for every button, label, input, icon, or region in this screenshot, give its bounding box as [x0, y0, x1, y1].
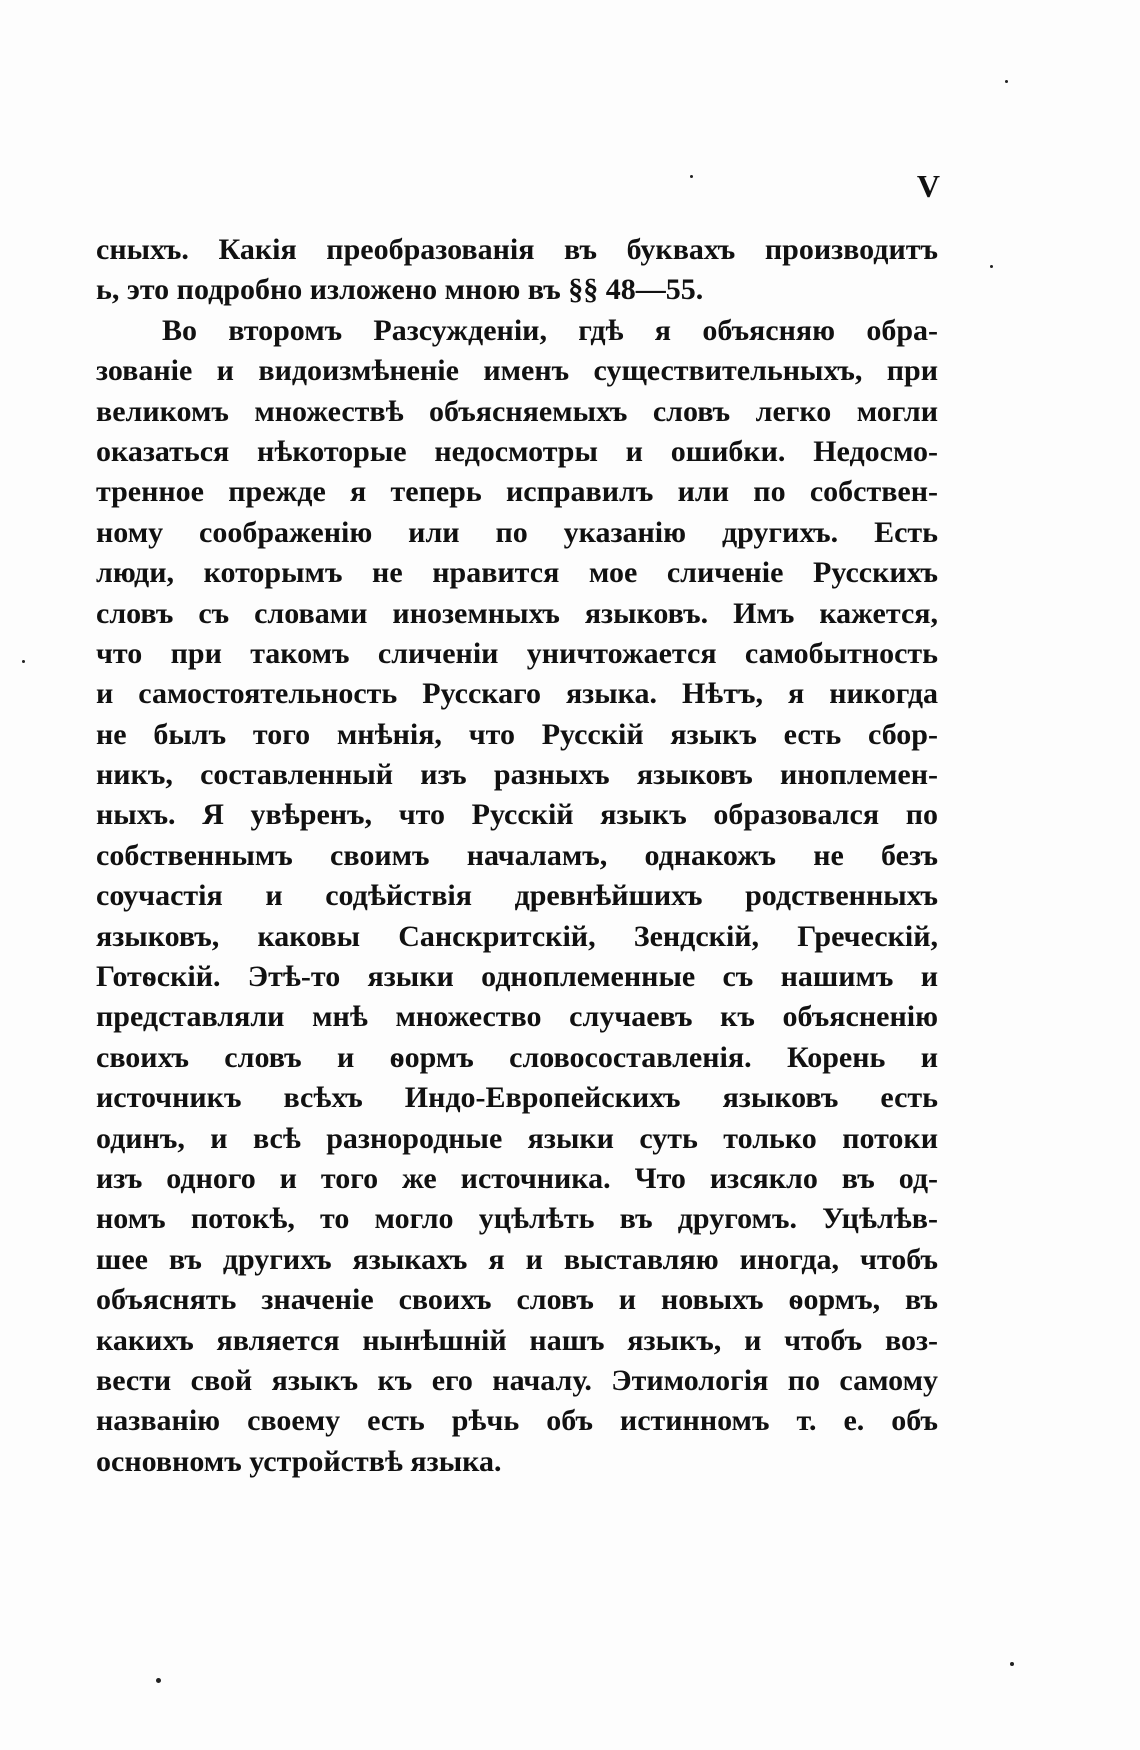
- text-line: своихъ словъ и ѳормъ словосоставленія. Корень и: [96, 1040, 938, 1074]
- text-line: источникъ всѣхъ Индо-Европейскихъ языковъ есть: [96, 1081, 938, 1115]
- text-line: тренное прежде я теперь исправилъ или по собствен-: [96, 475, 938, 509]
- scan-speck: [22, 660, 25, 663]
- scan-speck: [1010, 1662, 1014, 1666]
- text-line: основномъ устройствѣ языка.: [96, 1444, 502, 1478]
- page-number: V: [916, 168, 940, 204]
- text-line: ныхъ. Я увѣренъ, что Русскій языкъ образовался по: [96, 798, 938, 832]
- scan-speck: [990, 265, 993, 268]
- text-line: вести свой языкъ къ его началу. Этимологія по самому: [96, 1363, 938, 1397]
- text-line: представляли мнѣ множество случаевъ къ объясненію: [96, 1000, 938, 1034]
- text-line: словъ съ словами иноземныхъ языковъ. Имъ кажется,: [96, 596, 938, 630]
- text-line: не былъ того мнѣнія, что Русскій языкъ есть сбор-: [96, 717, 938, 751]
- scan-speck: [1005, 80, 1008, 83]
- text-line: зованіе и видоизмѣненіе именъ существительныхъ, при: [96, 354, 938, 388]
- text-line: никъ, составленный изъ разныхъ языковъ иноплемен-: [96, 758, 938, 792]
- text-line: одинъ, и всѣ разнородные языки суть только потоки: [96, 1121, 938, 1155]
- text-line: объяснять значеніе своихъ словъ и новыхъ ѳормъ, въ: [96, 1283, 938, 1317]
- text-line: великомъ множествѣ объясняемыхъ словъ легко могли: [96, 394, 938, 428]
- text-line: названію своему есть рѣчь объ истинномъ т. е. объ: [96, 1404, 938, 1438]
- text-line: какихъ является нынѣшній нашъ языкъ, и чтобъ воз-: [96, 1323, 938, 1357]
- text-line: сныхъ. Какія преобразованія въ буквахъ производитъ: [96, 233, 938, 266]
- text-line: изъ одного и того же источника. Что изсякло въ од-: [96, 1161, 938, 1195]
- text-line: номъ потокѣ, то могло уцѣлѣть въ другомъ. Уцѣлѣв-: [96, 1202, 938, 1236]
- text-line: Готѳскій. Этѣ-то языки одноплеменные съ нашимъ и: [96, 960, 938, 994]
- text-line: оказаться нѣкоторые недосмотры и ошибки. Недосмо-: [96, 434, 938, 468]
- text-line: ному соображенію или по указанію другихъ. Есть: [96, 515, 938, 549]
- text-line: шее въ другихъ языкахъ я и выставляю иногда, чтобъ: [96, 1242, 938, 1276]
- text-line: люди, которымъ не нравится мое сличеніе Русскихъ: [96, 556, 938, 590]
- text-line: языковъ, каковы Санскритскій, Зендскій, Греческій,: [96, 919, 938, 953]
- text-line: ь, это подробно изложено мною въ §§ 48—55.: [96, 273, 704, 307]
- body-text: [96, 230, 938, 1482]
- text-line: и самостоятельность Русскаго языка. Нѣтъ, я никогда: [96, 677, 938, 711]
- text-line: Во второмъ Разсужденіи, гдѣ я объясняю обра-: [162, 313, 938, 347]
- scan-speck: [156, 1678, 161, 1683]
- text-line: соучастія и содѣйствія древнѣйшихъ родственныхъ: [96, 879, 938, 913]
- text-line: что при такомъ сличеніи уничтожается самобытность: [96, 636, 938, 670]
- scan-speck: [690, 175, 693, 178]
- text-line: собственнымъ своимъ началамъ, однакожъ не безъ: [96, 838, 938, 872]
